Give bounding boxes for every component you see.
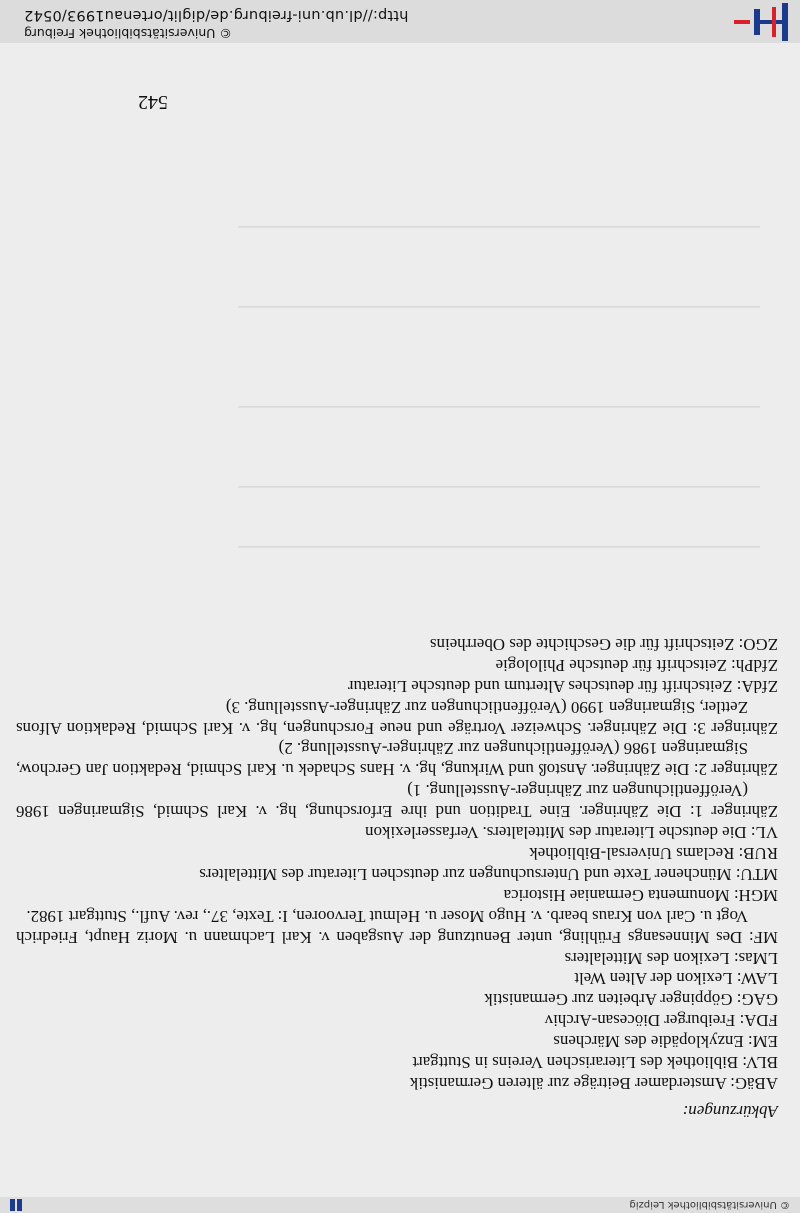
abbreviation-entry: Zähringer 3: Die Zähringer. Schweizer Vorträge und neue Forschungen, hg. v. Karl Schmid, Redaktion Alfons Zettler, Sigmaringen 1990 (Veröffentlichungen zur Zähringer-Ausstellung. 3) xyxy=(16,697,778,738)
copyright-notice: © Universitätsbibliothek Freiburg xyxy=(24,26,232,41)
abbreviation-entry: LMas: Lexikon des Mittelalters xyxy=(564,948,778,968)
library-short-label: © Universitätsbibliothek Leipzig xyxy=(629,1199,790,1211)
abbreviation-entry: BLV: Bibliothek des Literarischen Vereins in Stuttgart xyxy=(412,1053,778,1073)
bleed-through-text: ────────────────────────────────────────────── xyxy=(238,398,760,415)
abbreviation-entry: LAW: Lexikon der Alten Welt xyxy=(574,969,778,989)
page-number: 542 xyxy=(138,91,168,113)
abbreviation-entry: FDA: Freiburger Diöcesan-Archiv xyxy=(544,1011,778,1031)
abbreviation-entry: ZfdA: Zeitschrift für deutsches Altertum und deutsche Literatur xyxy=(347,676,778,696)
library-logo-small xyxy=(10,1199,22,1211)
scan-top-strip xyxy=(0,1197,800,1213)
abbreviation-entry: RUB: Reclams Universal-Bibliothek xyxy=(529,844,778,864)
abbreviation-entry: EM: Enzyklopädie des Märchens xyxy=(553,1032,778,1052)
bleed-through-text: ────────────────────────────────────────────── xyxy=(238,218,760,235)
bleed-through-text: ────────────────────────────────────────────── xyxy=(238,478,760,495)
abbreviations-list xyxy=(16,633,778,1093)
permalink-url[interactable]: http://dl.ub.uni-freiburg.de/diglit/ortenau1993/0542 xyxy=(24,7,409,23)
abbreviation-entry: Zähringer 2: Die Zähringer. Anstoß und Wirkung, hg. v. Hans Schadek u. Karl Schmid, Redaktion Jan Gerchow, Sigmaringen 1986 (Veröffentlichungen zur Zähringer-Ausstellung. 2) xyxy=(16,739,778,780)
abbreviation-entry: Zähringer 1: Die Zähringer. Eine Tradition und ihre Erforschung, hg. v. Karl Schmid, Sigmaringen 1986 (Veröffentlichungen zur Zähringer-Ausstellung. 1) xyxy=(16,781,778,822)
scan-footer-bar xyxy=(0,0,800,43)
bleed-through-text: ────────────────────────────────────────────── xyxy=(238,538,760,555)
abbreviation-entry: VL: Die deutsche Literatur des Mittelalters. Verfasserlexikon xyxy=(365,823,778,843)
abbreviation-entry: GAG: Göppinger Arbeiten zur Germanistik xyxy=(484,990,778,1010)
abbreviation-entry: MGH: Monumenta Germaniae Historica xyxy=(503,885,778,905)
university-library-logo xyxy=(730,3,790,41)
abbreviations-heading: Abkürzungen: xyxy=(682,1102,778,1121)
abbreviation-entry: ABäG: Amsterdamer Beiträge zur älteren Germanistik xyxy=(409,1074,778,1093)
bleed-through-text: ────────────────────────────────────────────── xyxy=(238,298,760,315)
abbreviation-entry: MF: Des Minnesangs Frühling, unter Benutzung der Ausgaben v. Karl Lachmann u. Moriz Haupt, Friedrich Vogt u. Carl von Kraus bearb. v. Hugo Moser u. Helmut Tervooren, I: Texte, 37., rev. Aufl., Stuttgart 1982. xyxy=(16,906,778,947)
abbreviation-entry: MTU: Münchener Texte und Untersuchungen zur deutschen Literatur des Mittelalters xyxy=(199,864,778,884)
abbreviation-entry: ZfdPh: Zeitschrift für deutsche Philologie xyxy=(495,655,778,675)
document-page xyxy=(0,43,800,1197)
abbreviation-entry: ZGO: Zeitschrift für die Geschichte des Oberrheins xyxy=(429,634,778,654)
